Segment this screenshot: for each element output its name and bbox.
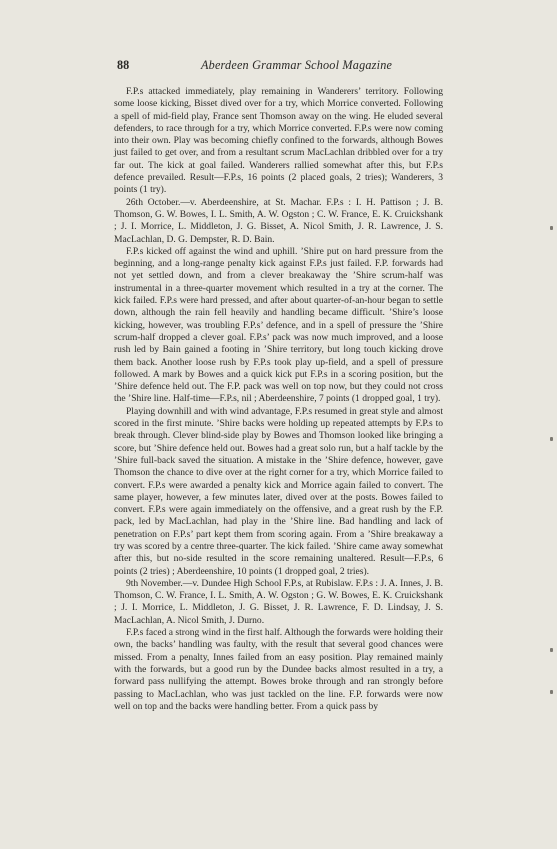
- margin-mark: [550, 437, 553, 441]
- margin-mark: [550, 690, 553, 694]
- page-header: [117, 58, 447, 76]
- paragraph-aberdeenshire-first-half: F.P.s kicked off against the wind and uphill. ’Shire put on hard pressure from the beginning, and a long-range penalty kick against F.P.s just failed. F.P. forwards had not yet settled down, and from a clever breakaway the ’Shire scrum-half was instrumental in a three-quarter movement which resulted in a try at the corner. The kick failed. F.P.s were hard pressed, and after about quarter-of-an-hour began to settle down, although the rain fell heavily and handling became difficult. ’Shire’s loose kicking, however, was troubling F.P.s’ defence, and in a spell of pressure the ’Shire scrum-half dropped a clever goal. F.P.s’ pack was now much improved, and a loose rush led by Bain gained a footing in ’Shire territory, but long touch kicking drove them back. Another loose rush by F.P.s took play up-field, and a spell of pressure followed. A mark by Bowes and a quick kick put F.P.s in a scoring position, but the ’Shire defence held out. The F.P. pack was well on top now, but they could not cross the ’Shire line. Half-time—F.P.s, nil ; Aberdeenshire, 7 points (1 dropped goal, 1 try).: [114, 245, 443, 405]
- page-number: 88: [117, 58, 130, 72]
- paragraph-dundee-first-half: F.P.s faced a strong wind in the first half. Although the forwards were holding their own, the backs’ handling was faulty, with the result that several good chances were missed. From a penalty, Innes failed from an easy position. Play remained mainly with the forwards, but a good run by the Dundee backs almost resulted in a try, a forward pass nullifying the attempt. Bowes broke through and ran strongly before passing to MacLachlan, who was just tackled on the line. F.P. forwards were now well on top and the backs were handling better. From a quick pass by: [114, 627, 443, 712]
- margin-mark: [550, 226, 553, 230]
- running-head: Aberdeen Grammar School Magazine: [201, 58, 393, 72]
- paragraph-wanderers-match: F.P.s attacked immediately, play remaining in Wanderers’ territory. Following some loose kicking, Bisset dived over for a try, which Morrice converted. Following a spell of mid-field play, France sent Thomson away on the wing. He eluded several defenders, to race through for a try, which Morrice converted. F.P.s were now coming into their own. Play was becoming chiefly confined to the forwards, although Bowes just failed to get over, and from a resultant scrum MacLachlan dribbled over for a try far out. The kick at goal failed. Wanderers rallied somewhat after this, but F.P.s defence prevailed. Result—F.P.s, 16 points (2 placed goals, 2 tries); Wanderers, 3 points (1 try).: [114, 86, 443, 196]
- article-body: [114, 86, 443, 713]
- margin-mark: [550, 648, 553, 652]
- paragraph-aberdeenshire-team: 26th October.—v. Aberdeenshire, at St. Machar. F.P.s : I. H. Pattison ; J. B. Thomson, G. W. Bowes, I. L. Smith, A. W. Ogston ; C. W. France, E. K. Cruickshank ; J. I. Morrice, L. Middleton, J. G. Bisset, A. Nicol Smith, J. R. Lawrence, J. S. MacLachlan, D. G. Dempster, R. D. Bain.: [114, 196, 443, 245]
- paragraph-dundee-team: 9th November.—v. Dundee High School F.P.s, at Rubislaw. F.P.s : J. A. Innes, J. B. Thomson, C. W. France, I. L. Smith, A. W. Ogston ; G. W. Bowes, E. K. Cruickshank ; J. I. Morrice, L. Middleton, J. G. Bisset, J. R. Lawrence, F. D. Lindsay, J. S. MacLachlan, A. Nicol Smith, J. Durno.: [114, 577, 443, 626]
- paragraph-aberdeenshire-second-half: Playing downhill and with wind advantage, F.P.s resumed in great style and almost scored in the first minute. ’Shire backs were holding up repeated attempts by F.P.s to break through. Clever blind-side play by Bowes and Thomson looked like bringing a score, but ’Shire defence held out. Bowes had a great solo run, but a half tackle by the ’Shire full-back saved the situation. A mistake in the ’Shire defence, however, gave Thomson the chance to dive over at the right corner for a try, which Morrice failed to convert. F.P.s were awarded a penalty kick and Morrice again failed to convert. The same player, however, a few minutes later, dived over at the posts. Bowes failed to convert. F.P.s were again immediately on the offensive, and a great rush by the F.P. pack, led by MacLachlan, had play in the ’Shire line. Bad handling and lack of penetration on F.P.s’ part kept them from scoring again. From a ’Shire breakaway a try was scored by a centre three-quarter. The kick failed. ’Shire came away somewhat after this, but no-side resulted in the score remaining unaltered. Result—F.P.s, 6 points (2 tries) ; Aberdeenshire, 10 points (1 dropped goal, 2 tries).: [114, 405, 443, 577]
